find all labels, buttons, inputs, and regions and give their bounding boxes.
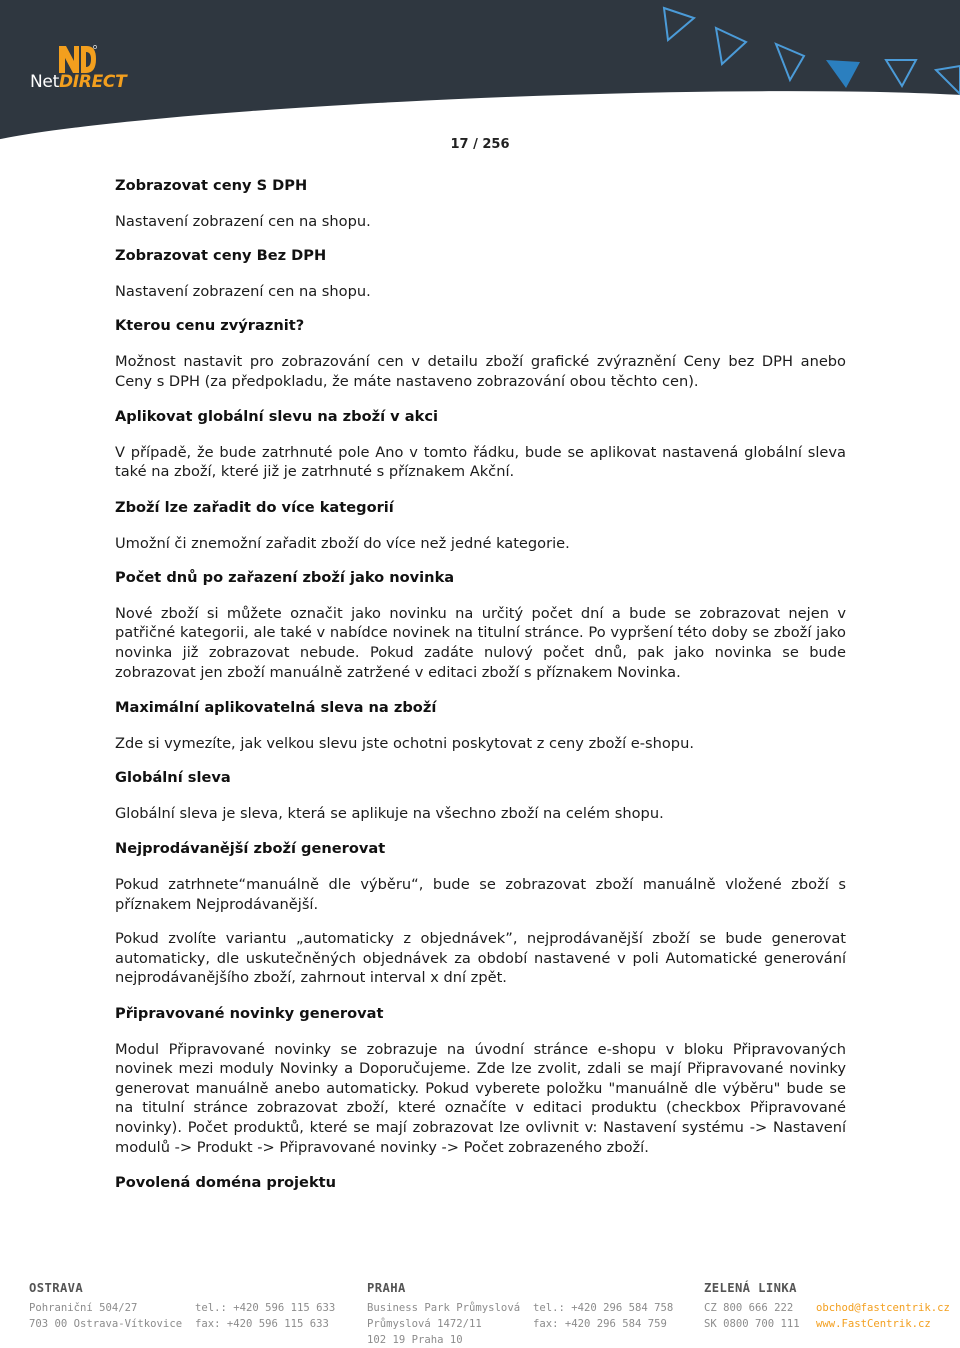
nd-logo-icon <box>57 44 97 74</box>
footer-praha-street: Průmyslová 1472/11 <box>367 1318 482 1330</box>
section-heading: Aplikovat globální slevu na zboží v akci <box>115 408 438 426</box>
triangle-outline-2 <box>716 28 746 64</box>
page-number: 17 / 256 <box>450 137 510 152</box>
page-header <box>0 0 960 152</box>
footer-ostrava <box>29 1278 182 1332</box>
footer-web <box>816 1278 950 1332</box>
triangle-filled-1 <box>826 60 860 88</box>
netdirect-logo <box>30 44 134 94</box>
section-heading: Zobrazovat ceny Bez DPH <box>115 247 327 265</box>
footer-green-line <box>704 1278 800 1332</box>
triangle-outline-1 <box>664 8 694 40</box>
section-heading: Maximální aplikovatelná sleva na zboží <box>115 699 437 717</box>
triangle-outline-5 <box>936 66 960 94</box>
section-paragraph: Modul Připravované novinky se zobrazuje na úvodní stránce e-shopu v bloku Připravovaných novinek mezi moduly Novinky a Doporučujeme. Zde lze zvolit, zdali se mají Připravované novinky generovat manuálně anebo automaticky. Pokud vyberete položku "manuálně dle výběru" bude se na titulní stránce zobrazovat zboží, které označíte v editaci produktu (checkbox Připravované novinky). Počet produktů, které se mají zobrazovat lze ovlivnit v: Nastavení systému -> Nastavení modulů -> Produkt -> Připravované novinky -> Počet zobrazeného zboží. <box>115 1040 846 1156</box>
section-paragraph: Možnost nastavit pro zobrazování cen v detailu zboží grafické zvýraznění Ceny bez DPH anebo Ceny s DPH (za předpokladu, že máte nastaveno zobrazování obou těchto cen). <box>115 352 846 390</box>
logo-text-direct: DIRECT <box>58 72 127 92</box>
document-body <box>115 176 846 1193</box>
section-heading: Připravované novinky generovat <box>115 1005 384 1023</box>
footer-green-line-title: ZELENÁ LINKA <box>704 1281 797 1295</box>
section-paragraph: Zde si vymezíte, jak velkou slevu jste ochotni poskytovat z ceny zboží e-shopu. <box>115 734 694 752</box>
footer-praha-title: PRAHA <box>367 1281 406 1295</box>
footer-praha-contact <box>533 1278 673 1332</box>
footer-web-link[interactable]: www.FastCentrik.cz <box>816 1318 931 1330</box>
logo-text-net: Net <box>30 72 59 92</box>
footer-ostrava-fax: fax: +420 596 115 633 <box>195 1318 329 1330</box>
footer-email-link[interactable]: obchod@fastcentrik.cz <box>816 1302 950 1314</box>
footer-green-line-sk: SK 0800 700 111 <box>704 1318 800 1330</box>
section-heading: Globální sleva <box>115 769 231 787</box>
section-paragraph: Nastavení zobrazení cen na shopu. <box>115 212 371 230</box>
footer-praha-tel: tel.: +420 296 584 758 <box>533 1302 674 1314</box>
page-footer <box>0 1278 960 1347</box>
footer-praha-city: 102 19 Praha 10 <box>367 1334 463 1346</box>
footer-praha-fax: fax: +420 296 584 759 <box>533 1318 667 1330</box>
triangle-outline-4 <box>886 60 916 86</box>
section-heading: Zboží lze zařadit do více kategorií <box>115 498 394 516</box>
logo-wordmark <box>30 72 126 92</box>
footer-praha-park: Business Park Průmyslová <box>367 1302 521 1314</box>
footer-ostrava-contact <box>195 1278 335 1332</box>
section-paragraph: Pokud zatrhnete“manuálně dle výběru“, bude se zobrazovat zboží manuálně vložené zboží s příznakem Nejprodávanější. <box>115 876 846 913</box>
section-paragraph: Nové zboží si můžete označit jako novinku na určitý počet dní a bude se zobrazovat nejen v patřičné kategorii, ale také v nabídce novinek na titulní stránce. Po vypršení této doby se zboží jako novinka již zobrazovat nebude. Pokud zadáte nulový počet dnů, pak jako novinka se bude zobrazovat jen zboží manuálně zatržené v editaci zboží s příznakem Novinka. <box>115 604 846 681</box>
section-heading: Povolená doména projektu <box>115 1174 337 1192</box>
section-paragraph: Pokud zvolíte variantu „automaticky z objednávek”, nejprodávanější zboží se bude generovat automaticky, dle uskutečněných objednávek za období nastavené v poli Automatické generování nejprodávanějšího zboží, zahrnout interval x dní zpět. <box>115 930 846 987</box>
section-heading: Kterou cenu zvýraznit? <box>115 317 305 335</box>
footer-ostrava-tel: tel.: +420 596 115 633 <box>195 1302 336 1314</box>
section-paragraph: Globální sleva je sleva, která se aplikuje na všechno zboží na celém shopu. <box>115 804 664 822</box>
triangle-outline-3 <box>776 44 804 80</box>
footer-ostrava-street: Pohraniční 504/27 <box>29 1302 138 1314</box>
footer-ostrava-title: OSTRAVA <box>29 1281 84 1295</box>
section-paragraph: Umožní či znemožní zařadit zboží do více než jedné kategorie. <box>115 534 570 552</box>
section-paragraph: Nastavení zobrazení cen na shopu. <box>115 282 371 300</box>
footer-ostrava-city: 703 00 Ostrava-Vítkovice <box>29 1318 183 1330</box>
section-heading: Zobrazovat ceny S DPH <box>115 177 308 194</box>
decorative-triangles <box>640 0 960 140</box>
footer-praha <box>367 1278 520 1348</box>
section-heading: Počet dnů po zařazení zboží jako novinka <box>115 569 455 587</box>
section-paragraph: V případě, že bude zatrhnuté pole Ano v tomto řádku, bude se aplikovat nastavená globální sleva také na zboží, které již je zatrhnuté s příznakem Akční. <box>115 443 846 481</box>
footer-green-line-cz: CZ 800 666 222 <box>704 1302 794 1314</box>
section-heading: Nejprodávanější zboží generovat <box>115 840 386 858</box>
